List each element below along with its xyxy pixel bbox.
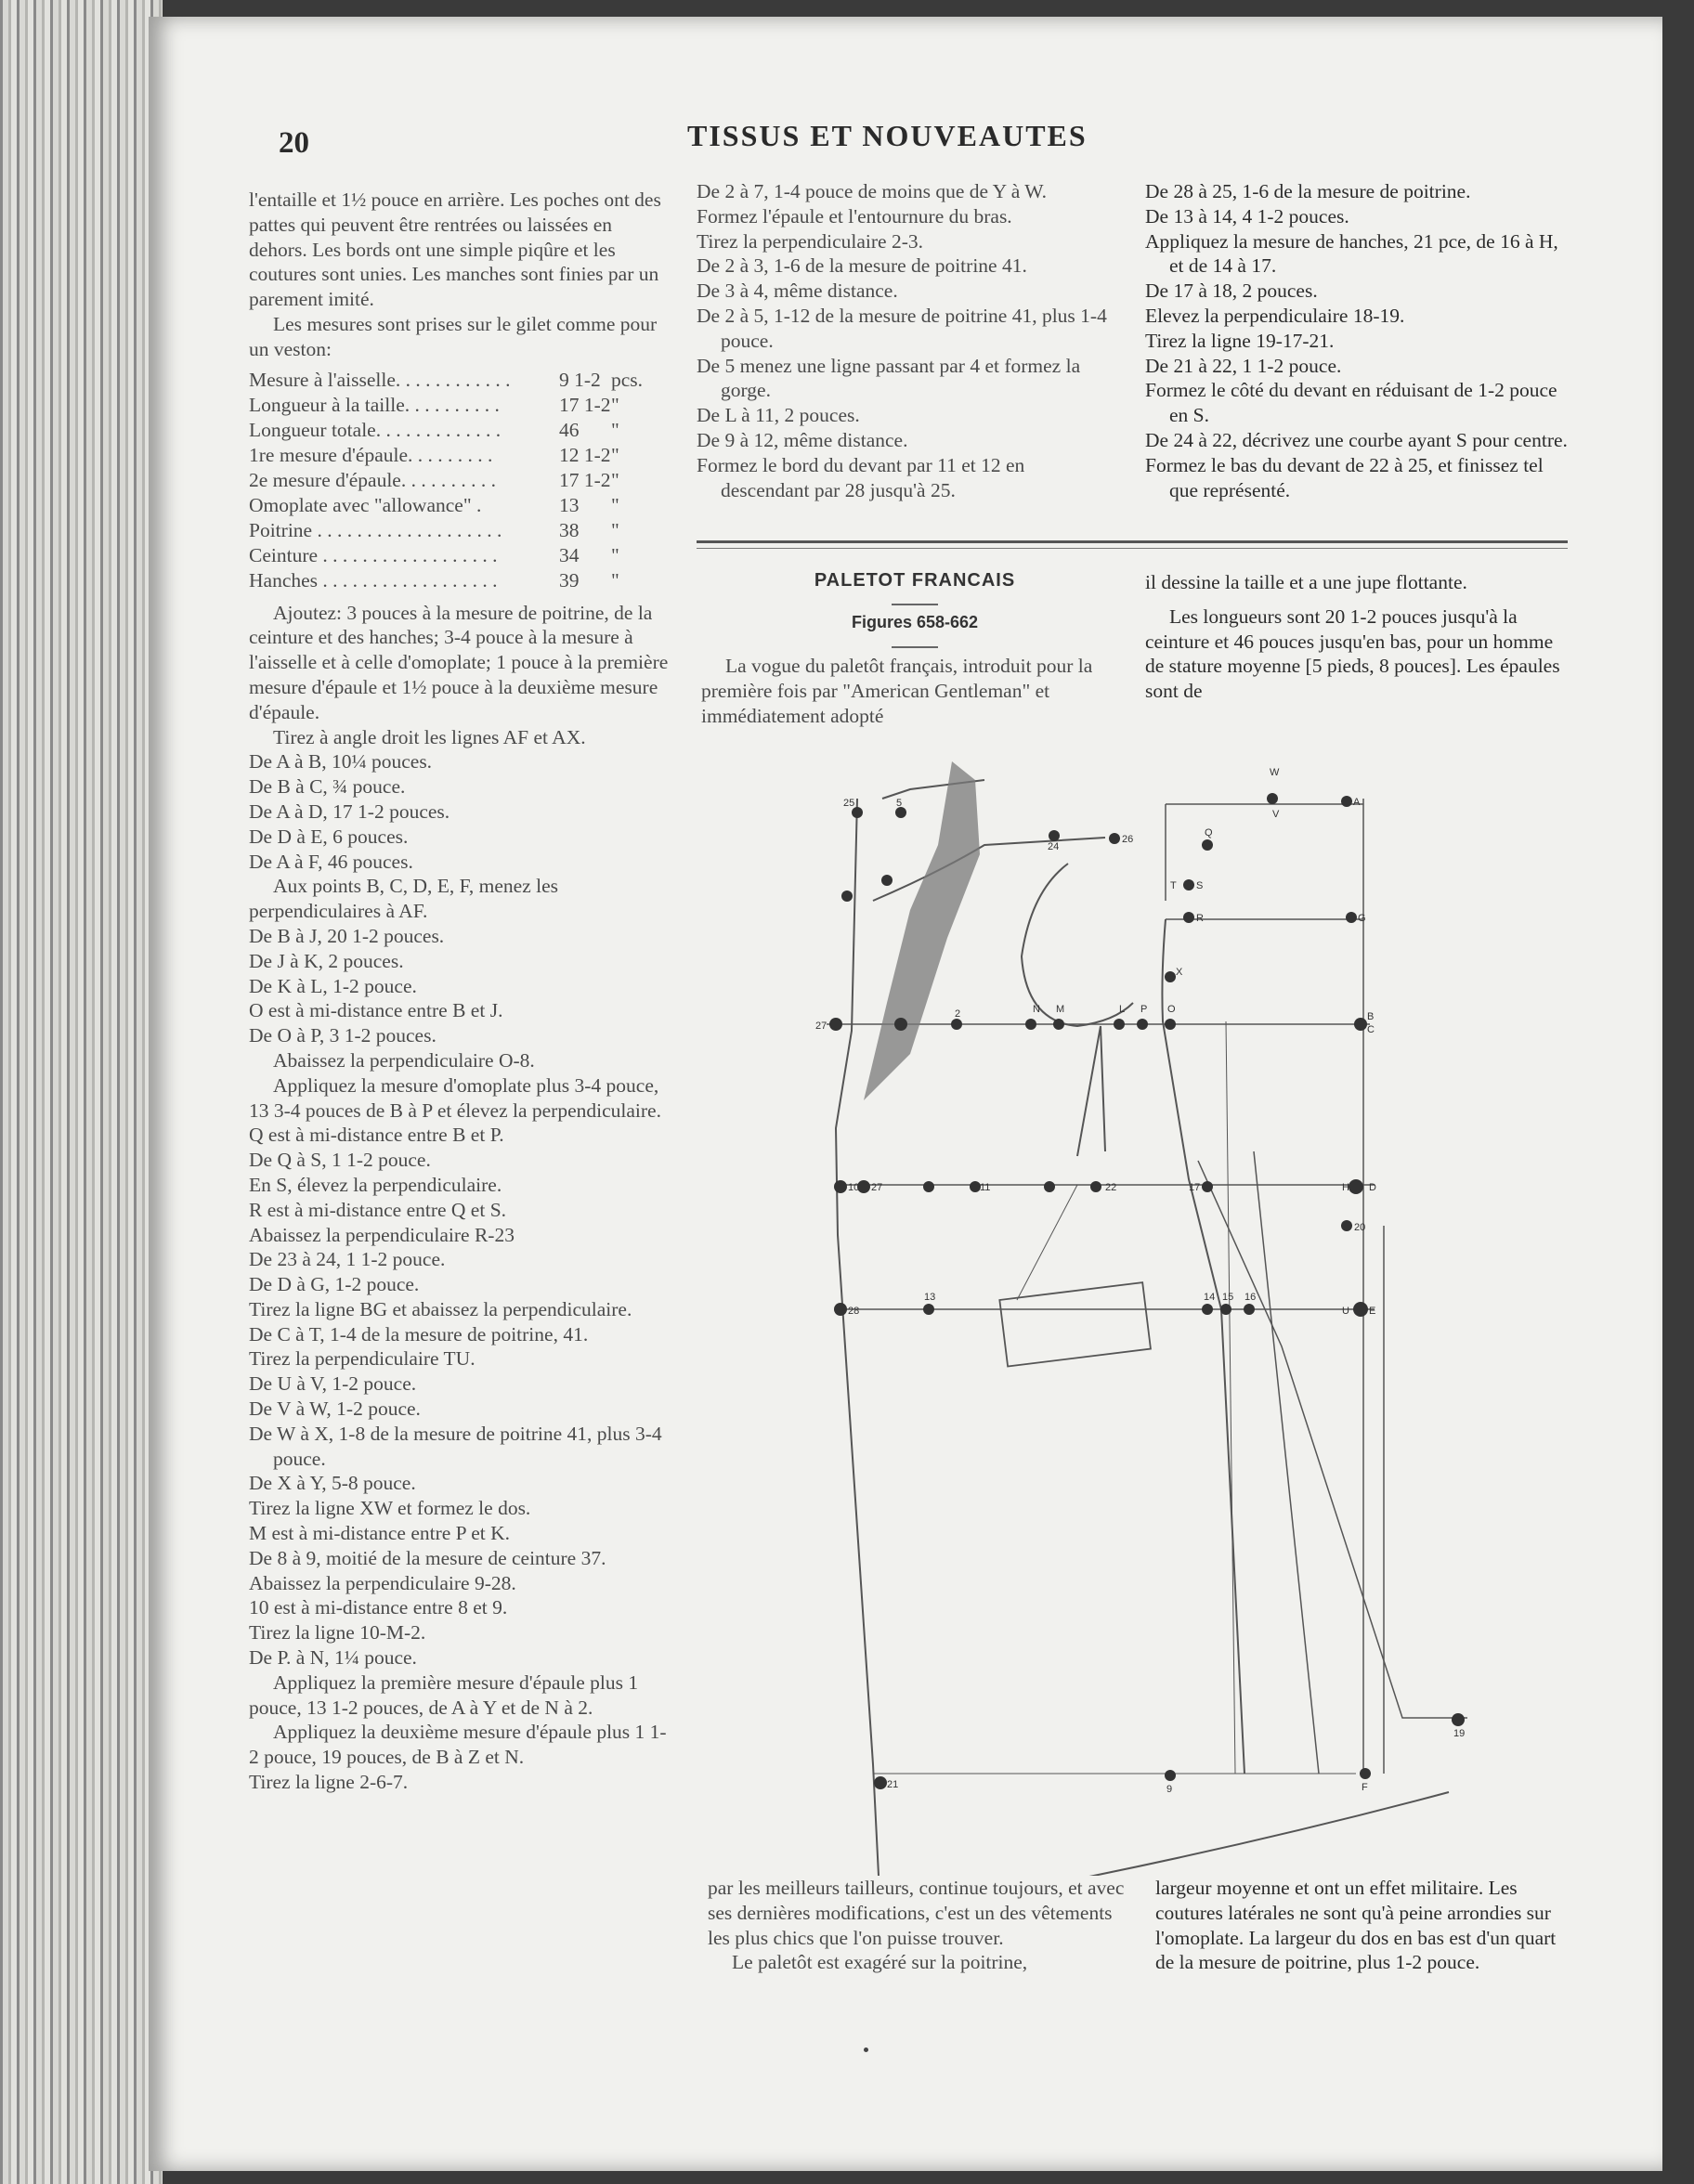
diagram-label: C — [1367, 1024, 1375, 1035]
instruction-line: De A à D, 17 1-2 pouces. — [249, 800, 450, 823]
instruction-line: M est à mi-distance entre P et K. — [249, 1522, 511, 1545]
instruction-line: De 5 menez une ligne passant par 4 et formez la gorge. — [697, 354, 1081, 402]
diagram-label: 22 — [1105, 1182, 1117, 1193]
diagram-label: 16 — [1244, 1292, 1257, 1303]
diagram-label: F — [1362, 1782, 1368, 1793]
pattern-diagram — [799, 743, 1523, 1876]
diagram-label: 20 — [1354, 1222, 1366, 1233]
diagram-label: P — [1140, 1004, 1148, 1015]
diagram-label: Q — [1205, 827, 1213, 838]
instruction-line: De A à B, 10¼ pouces. — [249, 750, 433, 774]
section-divider — [697, 540, 1568, 543]
measurement-row: 2e mesure d'épaule. . . . . . . . . . 17 1-2 " — [249, 468, 619, 491]
paragraph: Tirez à angle droit les lignes AF et AX. — [273, 725, 586, 748]
paragraph: Appliquez la deuxième mesure d'épaule plus 1 1-2 pouce, 19 pouces, de B à Z et N. — [249, 1721, 667, 1769]
instruction-line: Tirez la perpendiculaire TU. — [249, 1347, 476, 1371]
instruction-line: De B à C, ¾ pouce. — [249, 775, 406, 799]
measurement-row: Hanches . . . . . . . . . . . . . . . . . . 39 " — [249, 568, 619, 592]
lapel-shading — [864, 761, 980, 1100]
instruction-line: De K à L, 1-2 pouce. — [249, 974, 417, 997]
bottom-column-2 — [708, 1876, 1130, 1975]
instruction-line: Formez le côté du devant en réduisant de 1-2 pouce en S. — [1145, 379, 1557, 427]
column-2-top — [697, 179, 1114, 502]
instruction-line: De 9 à 12, même distance. — [697, 428, 908, 451]
diagram-label: 9 — [1166, 1784, 1173, 1795]
instruction-line: De 13 à 14, 4 1-2 pouces. — [1145, 204, 1349, 228]
instruction-line: Elevez la perpendiculaire 18-19. — [1145, 304, 1405, 327]
diagram-label: 14 — [1204, 1292, 1216, 1303]
diagram-label: 2 — [955, 1008, 961, 1020]
instruction-line: Tirez la ligne BG et abaissez la perpendiculaire. — [249, 1297, 632, 1320]
diagram-label: 13 — [924, 1292, 936, 1303]
measurement-row: Mesure à l'aisselle. . . . . . . . . . . . 9 1-2 pcs. — [249, 368, 644, 391]
diagram-label: W — [1270, 767, 1280, 778]
measurement-row: Ceinture . . . . . . . . . . . . . . . . . . 34 " — [249, 543, 619, 566]
column-3-top — [1145, 179, 1568, 502]
instruction-line: De 2 à 7, 1-4 pouce de moins que de Y à W. — [697, 180, 1047, 202]
instruction-line: Abaissez la perpendiculaire 9-28. — [249, 1571, 516, 1594]
instruction-line: R est à mi-distance entre Q et S. — [249, 1198, 507, 1221]
instruction-line: Formez le bord du devant par 11 et 12 en descendant par 28 jusqu'à 25. — [697, 453, 1025, 501]
instruction-line: De 23 à 24, 1 1-2 pouce. — [249, 1248, 446, 1271]
paragraph: Abaissez la perpendiculaire O-8. — [273, 1048, 535, 1072]
instruction-line: De L à 11, 2 pouces. — [697, 404, 860, 427]
ink-speck — [864, 2048, 868, 2052]
diagram-label: 28 — [848, 1306, 860, 1317]
diagram-label: 21 — [887, 1779, 899, 1790]
measurements-table — [249, 368, 648, 593]
diagram-label: 17 — [1189, 1182, 1201, 1193]
measurement-row: Poitrine . . . . . . . . . . . . . . . . . . . 38 " — [249, 518, 619, 541]
instruction-line: De 24 à 22, décrivez une courbe ayant S pour centre. — [1145, 428, 1568, 451]
instruction-line: De Q à S, 1 1-2 pouce. — [249, 1149, 431, 1172]
instruction-line: De P. à N, 1¼ pouce. — [249, 1646, 417, 1670]
diagram-label: 19 — [1453, 1728, 1466, 1739]
paragraph: Appliquez la première mesure d'épaule plus 1 pouce, 13 1-2 pouces, de A à Y et de N à 2. — [249, 1670, 639, 1719]
instruction-line: De U à V, 1-2 pouce. — [249, 1372, 417, 1396]
measurement-row: 1re mesure d'épaule. . . . . . . . . 12 1-2 " — [249, 443, 619, 466]
paragraph: il dessine la taille et a une jupe flottante. — [1145, 571, 1467, 593]
diagram-label: T — [1170, 880, 1177, 891]
paragraph: par les meilleurs tailleurs, continue toujours, et avec ses dernières modifications, c'est un des vêtements les plus chics que l'on puisse trouver. — [708, 1877, 1125, 1949]
instruction-line: De 3 à 4, même distance. — [697, 280, 898, 303]
instruction-line: En S, élevez la perpendiculaire. — [249, 1173, 502, 1196]
paragraph: Les mesures sont prises sur le gilet comme pour un veston: — [249, 312, 658, 360]
instruction-line: De D à E, 6 pouces. — [249, 825, 409, 848]
instruction-line: De C à T, 1-4 de la mesure de poitrine, 41. — [249, 1322, 589, 1346]
diagram-label: M — [1056, 1004, 1065, 1015]
instruction-line: De 28 à 25, 1-6 de la mesure de poitrine. — [1145, 180, 1471, 202]
instruction-line: De 8 à 9, moitié de la mesure de ceinture 37. — [249, 1546, 606, 1569]
section-subtitle: Figures 658-662 — [851, 613, 979, 631]
paragraph: Aux points B, C, D, E, F, menez les perpendiculaires à AF. — [249, 875, 559, 923]
diagram-label: X — [1176, 967, 1183, 978]
instruction-line: Tirez la ligne 10-M-2. — [249, 1621, 426, 1644]
diagram-label: L — [1119, 1004, 1126, 1015]
bottom-column-3 — [1155, 1876, 1578, 1975]
instruction-line: De 21 à 22, 1 1-2 pouce. — [1145, 354, 1342, 377]
section-intro: La vogue du paletôt français, introduit pour la première fois par "American Gentleman" et immédiatement adopté — [701, 655, 1093, 727]
diagram-label: 5 — [896, 798, 903, 809]
title-rule — [892, 604, 938, 605]
diagram-label: 27 — [815, 1020, 827, 1032]
instruction-line: Appliquez la mesure de hanches, 21 pce, de 16 à H, et de 14 à 17. — [1145, 229, 1558, 278]
paragraph: Ajoutez: 3 pouces à la mesure de poitrine, de la ceinture et des hanches; 3-4 pouce à la mesure à l'aisselle et à celle d'omoplate; 1 pouce à la première mesure d'épaule et 1½ pouce à la deuxième mesure d'épaule. — [249, 601, 669, 723]
diagram-label: G — [1358, 913, 1366, 924]
instruction-line: De 2 à 3, 1-6 de la mesure de poitrine 41. — [697, 254, 1027, 278]
page-number: 20 — [279, 126, 309, 160]
diagram-label: N — [1033, 1004, 1040, 1015]
instruction-line: Q est à mi-distance entre B et P. — [249, 1124, 504, 1147]
diagram-label: H — [1342, 1182, 1349, 1193]
diagram-label: 27 — [871, 1182, 883, 1193]
measurement-row: Omoplate avec "allowance" . 13 " — [249, 493, 619, 516]
diagram-label: 15 — [1222, 1292, 1234, 1303]
diagram-label: V — [1272, 809, 1280, 820]
instruction-line: De J à K, 2 pouces. — [249, 949, 404, 972]
diagram-label: 24 — [1048, 841, 1060, 852]
instruction-line: De V à W, 1-2 pouce. — [249, 1398, 421, 1421]
instruction-line: De 2 à 5, 1-12 de la mesure de poitrine 41, plus 1-4 pouce. — [697, 304, 1107, 352]
instruction-line: Tirez la ligne XW et formez le dos. — [249, 1497, 531, 1520]
diagram-label: R — [1196, 913, 1204, 924]
paragraph: Appliquez la mesure d'omoplate plus 3-4 pouce, 13 3-4 pouces de B à P et élevez la perpendiculaire. — [249, 1073, 661, 1122]
diagram-label: 26 — [1122, 834, 1134, 845]
section-title: PALETOT FRANCAIS — [814, 570, 1016, 591]
instruction-line: Tirez la ligne 19-17-21. — [1145, 329, 1335, 352]
book-page-edges — [0, 0, 163, 2184]
instruction-line: De A à F, 46 pouces. — [249, 850, 413, 873]
instruction-line: Tirez la ligne 2-6-7. — [249, 1771, 409, 1794]
instruction-line: De D à G, 1-2 pouce. — [249, 1273, 420, 1296]
column-1 — [249, 188, 671, 1795]
instruction-line: De W à X, 1-8 de la mesure de poitrine 41, plus 3-4 pouce. — [249, 1422, 662, 1470]
instruction-line: Formez le bas du devant de 22 à 25, et finissez tel que représenté. — [1145, 453, 1544, 501]
diagram-label: 10 — [848, 1182, 860, 1193]
instruction-line: De 17 à 18, 2 pouces. — [1145, 280, 1318, 303]
diagram-label: 11 — [980, 1182, 991, 1193]
instruction-line: O est à mi-distance entre B et J. — [249, 999, 503, 1022]
instruction-line: Abaissez la perpendiculaire R-23 — [249, 1223, 515, 1246]
instruction-line: De B à J, 20 1-2 pouces. — [249, 924, 445, 947]
instruction-line: De X à Y, 5-8 pouce. — [249, 1472, 416, 1495]
instruction-line: De O à P, 3 1-2 pouces. — [249, 1024, 437, 1047]
section-divider-thin — [697, 548, 1568, 549]
measurement-row: Longueur à la taille. . . . . . . . . . 17 1-2 " — [249, 393, 619, 416]
page-header-title: TISSUS ET NOUVEAUTES — [687, 119, 1088, 152]
paragraph: Les longueurs sont 20 1-2 pouces jusqu'à la ceinture et 46 pouces jusqu'en bas, pour un homme de stature moyenne [5 pieds, 8 pouces]. Les épaules sont de — [1145, 604, 1560, 703]
diagram-label: B — [1367, 1011, 1375, 1022]
paragraph: Le paletôt est exagéré sur la poitrine, — [732, 1951, 1028, 1974]
diagram-label: O — [1167, 1004, 1176, 1015]
diagram-label: D — [1369, 1182, 1376, 1193]
diagram-label: 25 — [843, 798, 855, 809]
subtitle-rule — [892, 646, 938, 648]
section-column-3 — [1145, 570, 1568, 713]
instruction-line: Formez l'épaule et l'entournure du bras. — [697, 204, 1012, 228]
paragraph: largeur moyenne et ont un effet militaire. Les coutures latérales ne sont qu'à peine arrondies sur l'omoplate. La largeur du dos en bas est d'un quart de la mesure de poitrine, plus 1-2 pouce. — [1155, 1877, 1557, 1974]
instruction-line: 10 est à mi-distance entre 8 et 9. — [249, 1596, 508, 1619]
diagram-label: E — [1369, 1306, 1376, 1317]
diagram-label: A — [1353, 797, 1361, 808]
diagram-label: S — [1196, 880, 1204, 891]
measurement-row: Longueur totale. . . . . . . . . . . . . 46 " — [249, 418, 619, 441]
instruction-line: Tirez la perpendiculaire 2-3. — [697, 229, 923, 253]
diagram-label: U — [1342, 1306, 1349, 1317]
paragraph: l'entaille et 1½ pouce en arrière. Les poches ont des pattes qui peuvent être rentrées ou laissées en dehors. Les bords ont une simple piqûre et les coutures sont unies. Les manches sont finies par un parement imité. — [249, 188, 661, 311]
